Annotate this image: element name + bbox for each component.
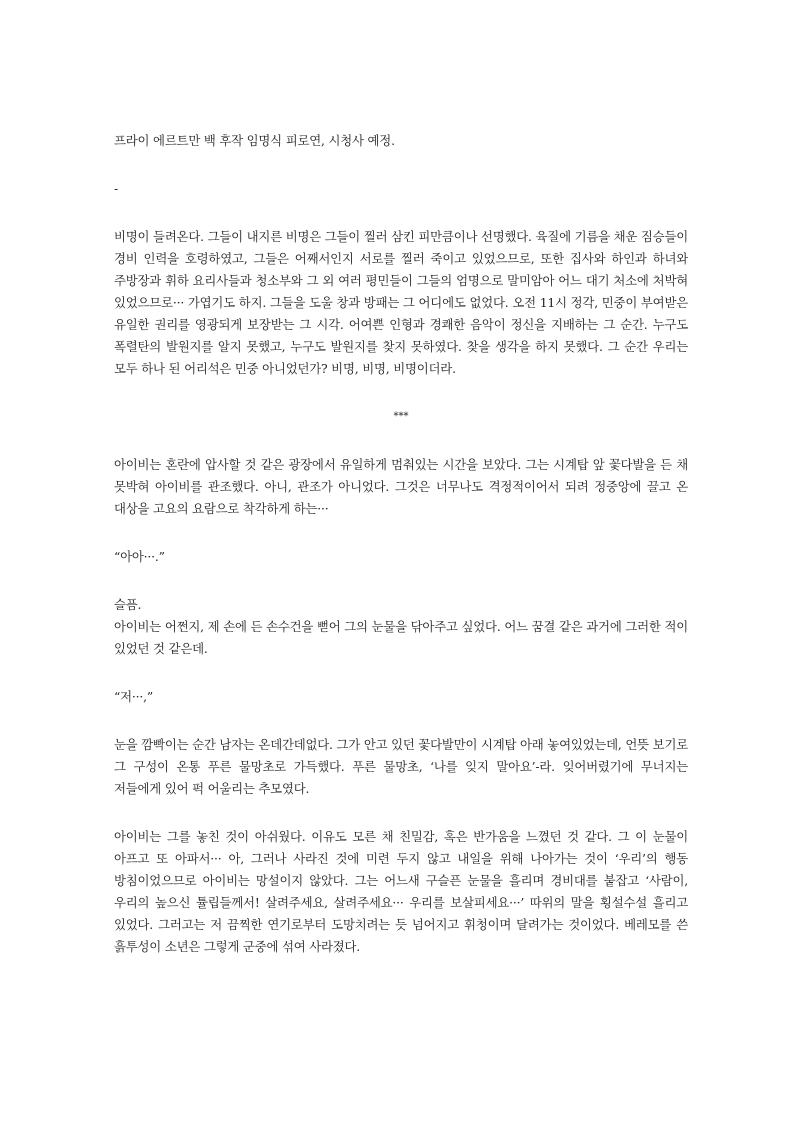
paragraph-handkerchief: 아이비는 어쩐지, 제 손에 든 손수건을 뻗어 그의 눈물을 닦아주고 싶었다. 어느 꿈결 같은 과거에 그러한 적이 있었던 것 같은데. bbox=[114, 619, 688, 656]
paragraph-scream: 비명이 들려온다. 그들이 내지른 비명은 그들이 찔러 삼킨 피만큼이나 선명했다. 육질에 기름을 채운 짐승들이 경비 인력을 호령하였고, 그들은 어째서인지 서로를 찔러 죽이고 있었으므로, 또한 집사와 하인과 하녀와 주방장과 휘하 요리사들과 청소부와 그 외 여러 평민들이 그들의 엄명으로 말미암아 어느 대기 처소에 처박혀 있었으므로··· 가엽기도 하지. 그들을 도울 창과 방패는 그 어디에도 없었다. 오전 11시 정각, 민중이 부여받은 유일한 권리를 영광되게 보장받는 그 시각. 어여쁜 인형과 경쾌한 음악이 정신을 지배하는 그 순간. 누구도 폭렬탄의 발원지를 알지 못했고, 누구도 발원지를 찾지 못하였다. 찾을 생각을 하지 못했다. 그 순간 우리는 모두 하나 된 어리석은 민중 아니었던가? 비명, 비명, 비명이더라. bbox=[114, 229, 688, 376]
quote-that: “저···,” bbox=[114, 689, 153, 704]
header-line: 프라이 에르트만 백 후작 임명식 피로연, 시청사 예정. bbox=[114, 133, 395, 148]
paragraph-regret: 아이비는 그를 놓친 것이 아쉬웠다. 이유도 모른 채 친밀감, 혹은 반가움을 느꼈던 것 같다. 그 이 눈물이 아프고 또 아파서··· 아, 그러나 사라진 것에 미련 두지 않고 내일을 위해 나아가는 것이 ‘우리’의 행동 방침이었으므로 아이비는 망설이지 않았다. 그는 어느새 구슬픈 눈물을 흘리며 경비대를 붙잡고 ‘사람이, 우리의 높으신 튤립들께서! 살려주세요, 살려주세요··· 우리를 보살피세요···’ 따위의 말을 횡설수설 흘리고 있었다. 그러고는 저 끔찍한 연기로부터 도망치려는 듯 넘어지고 휘청이며 달려가는 것이었다. 베레모를 쓴 흙투성이 소년은 그렇게 군중에 섞여 사라졌다. bbox=[114, 829, 688, 954]
section-separator: *** bbox=[393, 411, 409, 422]
section-dash: - bbox=[114, 181, 118, 196]
line-sorrow: 슬픔. bbox=[114, 597, 142, 612]
paragraph-forgetmenot: 눈을 깜빡이는 순간 남자는 온데간데없다. 그가 안고 있던 꽃다발만이 시계탑 아래 놓여있었는데, 언뜻 보기로 그 구성이 온통 푸른 물망초로 가득했다. 푸른 물망초, ‘나를 잊지 말아요’-라. 잊어버렸기에 무너지는 저들에게 있어 퍽 어울리는 추모였다. bbox=[114, 737, 688, 796]
paragraph-ivy-square: 아이비는 혼란에 압사할 것 같은 광장에서 유일하게 멈춰있는 시간을 보았다. 그는 시계탑 앞 꽃다발을 든 채 못박혀 아이비를 관조했다. 아니, 관조가 아니었다. 그것은 너무나도 격정적이어서 되려 정중앙에 끌고 온 대상을 고요의 요람으로 착각하게 하는··· bbox=[114, 457, 688, 516]
quote-aah: “아아···.” bbox=[114, 549, 165, 564]
document-page bbox=[114, 130, 688, 958]
